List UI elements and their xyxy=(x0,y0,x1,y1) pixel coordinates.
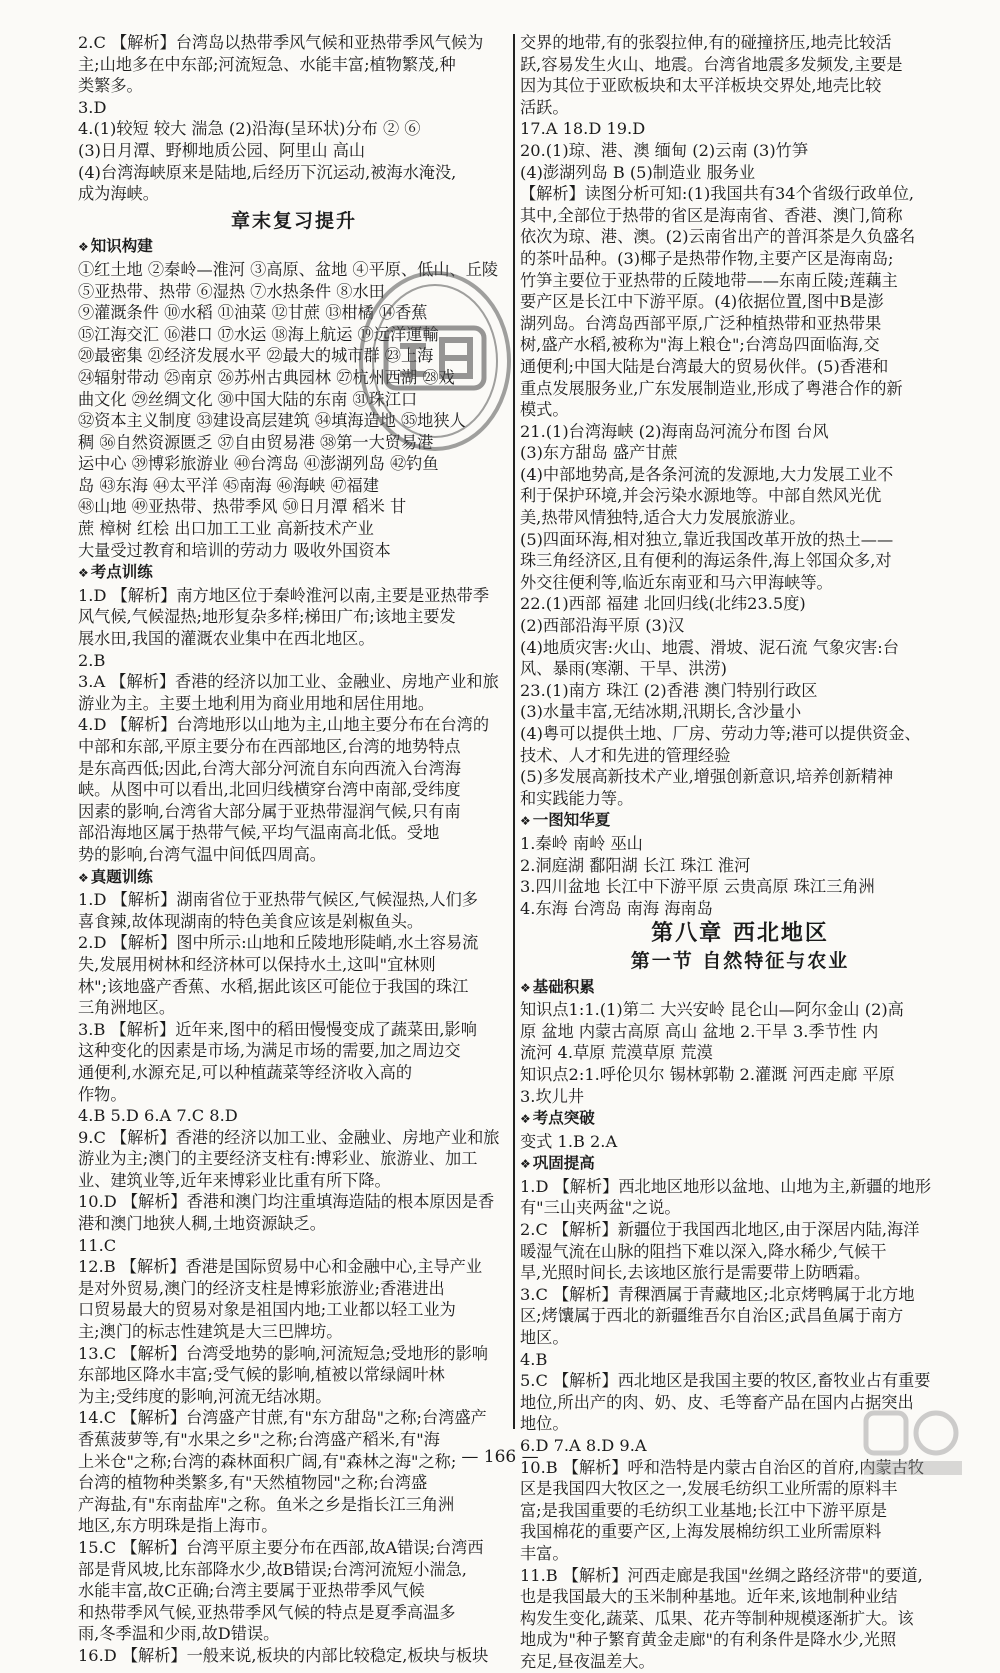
text-line: 主;山地多在中东部;河流短急、水能丰富;植物繁茂,种 xyxy=(78,54,456,74)
text-line: 香蕉菠萝等,有"水果之乡"之称;台湾盛产稻米,有"海 xyxy=(78,1430,440,1449)
text-line: 1.D 【解析】湖南省位于亚热带气候区,气候湿热,人们多 xyxy=(78,890,478,910)
text-line: 展水田,我国的灌溉农业集中在西北地区。 xyxy=(78,629,375,649)
text-line: 通便利;中国大陆是台湾最大的贸易伙伴。(5)香港和 xyxy=(520,356,889,376)
text-line: 是对外贸易,澳门的经济支柱是博彩旅游业;香港进出 xyxy=(78,1278,445,1298)
watermark-logo xyxy=(858,1405,968,1480)
text-line: 地位。 xyxy=(520,1414,569,1434)
text-line: 11.C xyxy=(78,1235,117,1255)
text-line: 区;烤馕属于西北的新疆维吾尔自治区;武昌鱼属于南方 xyxy=(520,1306,904,1326)
text-line: 利于保护环境,并会污染水源地等。中部自然风光优 xyxy=(520,486,882,506)
text-line: (3)水量丰富,无结冰期,汛期长,含沙量小 xyxy=(520,702,802,722)
text-line: 外交往便利等,临近东南亚和马六甲海峡等。 xyxy=(520,572,833,592)
text-line: 丰富。 xyxy=(520,1543,569,1563)
text-line: 【解析】读图分析可知:(1)我国共有34个省级行政单位, xyxy=(520,184,915,204)
text-line: 20.(1)琼、港、澳 缅甸 (2)云南 (3)竹笋 xyxy=(520,140,809,160)
text-line: 2.洞庭湖 鄱阳湖 长江 珠江 淮河 xyxy=(520,855,751,875)
text-line: 因素的影响,台湾省大部分属于亚热带湿润气候,只有南 xyxy=(78,801,461,821)
text-line: (4)粤可以提供土地、厂房、劳动力等;港可以提供资金、 xyxy=(520,724,921,743)
text-line: 为主;受纬度的影响,河流无结冰期。 xyxy=(78,1386,332,1406)
text-line: 部是背风坡,比东部降水少,故B错误;台湾河流短小湍急, xyxy=(78,1559,467,1579)
text-line: 东部地区降水丰富;受气候的影响,植被以常绿阔叶林 xyxy=(78,1365,445,1385)
text-line: 1.D 【解析】西北地区地形以盆地、山地为主,新疆的地形 xyxy=(520,1176,932,1196)
text-line: ⑮江海交汇 ⑯港口 ⑰水运 ⑱海上航运 ⑲远洋運輸 xyxy=(78,324,439,344)
text-line: 和实践能力等。 xyxy=(520,788,634,808)
text-line: ㉜资本主义制度 ㉝建设高层建筑 ㉞填海造地 ㉟地狭人 xyxy=(78,411,466,431)
text-line: 也是我国最大的玉米制种基地。近年来,该地制种业结 xyxy=(520,1587,898,1607)
text-line: 13.C 【解析】台湾受地势的影响,河流短急;受地形的影响 xyxy=(78,1343,488,1363)
text-line: 地区,东方明珠是指上海市。 xyxy=(78,1516,278,1536)
text-line: 业、建筑业等,近年来博彩业比重有所下降。 xyxy=(78,1170,391,1190)
text-line: ⑳最密集 ㉑经济发展水平 ㉒最大的城市群 ㉓上海 xyxy=(78,346,434,366)
subsection-label: ❖ 知识构建 xyxy=(78,236,510,259)
text-line: ⑨灌溉条件 ⑩水稻 ⑪油菜 ⑫甘蔗 ⑬柑橘 ⑭香蕉 xyxy=(78,303,428,323)
subsection-label: ❖ 一图知华夏 xyxy=(520,810,960,833)
stamp-logo xyxy=(356,266,514,456)
text-line: 2.C 【解析】新疆位于我国西北地区,由于深居内陆,海洋 xyxy=(520,1220,920,1240)
text-line: 有"三山夹两盆"之说。 xyxy=(520,1198,681,1218)
text-line: 曲文化 ㉙丝绸文化 ㉚中国大陆的东南 ㉛珠江口 xyxy=(78,389,418,409)
text-line: 4.B xyxy=(520,1349,548,1369)
text-line: 活跃。 xyxy=(520,97,569,117)
text-line: 知识点2:1.呼伦贝尔 锡林郭勒 2.灌溉 河西走廊 平原 xyxy=(520,1064,895,1084)
text-line: 失,发展用树林和经济林可以保持水土,这叫"宜林则 xyxy=(78,954,436,974)
text-line: 风、暴雨(寒潮、干旱、洪涝) xyxy=(520,659,727,679)
text-line: 主;澳门的标志性建筑是大三巴牌坊。 xyxy=(78,1322,343,1342)
text-line: 重点发展服务业,广东发展制造业,形成了粤港合作的新 xyxy=(520,378,903,398)
text-line: (3)东方甜岛 盛产甘蔗 xyxy=(520,443,678,463)
text-line: (4)台湾海峡原来是陆地,后经历下沉运动,被海水淹没, xyxy=(78,162,457,182)
text-line: 风气候,气候湿热;地形复杂多样;梯田广布;该地主要发 xyxy=(78,607,456,627)
text-line: 树,盛产水稻,被称为"海上粮仓";台湾岛四面临海,交 xyxy=(520,335,880,355)
section-heading: 第一节 自然特征与农业 xyxy=(630,949,850,972)
subsection-label: ❖ 巩固提高 xyxy=(520,1153,960,1176)
text-line: 这种变化的因素是市场,为满足市场的需要,加之周边交 xyxy=(78,1041,461,1061)
text-line: 原 盆地 内蒙古高原 高山 盆地 2.干旱 3.季节性 内 xyxy=(520,1021,879,1041)
column-divider xyxy=(513,34,515,1429)
text-line: 中部和东部,平原主要分布在西部地区,台湾的地势特点 xyxy=(78,737,461,756)
text-line: (5)多发展高新技术产业,增强创新意识,培养创新精神 xyxy=(520,767,894,787)
text-line: 地位,所出产的肉、奶、皮、毛等畜产品在国内占据突出 xyxy=(520,1392,914,1412)
text-line: 依次为琼、港、澳。(2)云南省出产的普洱茶是久负盛名 xyxy=(520,227,916,247)
text-line: 12.B 【解析】香港是国际贸易中心和金融中心,主导产业 xyxy=(78,1257,483,1277)
text-line: 台湾的植物种类繁多,有"天然植物园"之称;台湾盛 xyxy=(78,1473,428,1493)
text-line: 游业为主。主要土地利用为商业用地和居住用地。 xyxy=(78,693,435,713)
text-line: 15.C 【解析】台湾平原主要分布在西部,故A错误;台湾西 xyxy=(78,1537,484,1557)
text-line: 通便利,水源充足,可以种植蔬菜等经济收入高的 xyxy=(78,1062,413,1082)
text-line: 势的影响,台湾气温中间低四周高。 xyxy=(78,844,326,864)
text-line: 的茶叶品种。(3)椰子是热带作物,主要产区是海南岛; xyxy=(520,248,894,268)
text-line: 22.(1)西部 福建 北回归线(北纬23.5度) xyxy=(520,594,806,614)
subsection-label: ❖ 考点训练 xyxy=(78,562,510,585)
text-line: 三角洲地区。 xyxy=(78,998,176,1018)
text-line: 产海盐,有"东南盐库"之称。鱼米之乡是指长江三角洲 xyxy=(78,1494,455,1514)
text-line: 知识点1:1.(1)第二 大兴安岭 昆仑山—阿尔金山 (2)高 xyxy=(520,1000,904,1020)
text-line: ⑤亚热带、热带 ⑥湿热 ⑦水热条件 ⑧水田 xyxy=(78,281,385,301)
text-line: 1.秦岭 南岭 巫山 xyxy=(520,833,643,853)
text-line: 因为其位于亚欧板块和太平洋板块交界处,地壳比较 xyxy=(520,76,882,96)
subsection-label: ❖ 考点突破 xyxy=(520,1108,960,1131)
text-line: 湖列岛。台湾岛西部平原,广泛种植热带和亚热带果 xyxy=(520,313,882,333)
text-line: ㉔辐射带动 ㉕南京 ㉖苏州古典园林 ㉗杭州西湖 ㉘戏 xyxy=(78,367,455,387)
text-line: 1.D 【解析】南方地区位于秦岭淮河以南,主要是亚热带季 xyxy=(78,585,490,605)
text-line: 模式。 xyxy=(520,400,569,420)
text-line: 水能丰富,故C正确;台湾主要属于亚热带季风气候 xyxy=(78,1581,425,1601)
text-line: (3)日月潭、野柳地质公园、阿里山 高山 xyxy=(78,140,366,160)
text-line: 地区。 xyxy=(520,1328,569,1348)
text-line: 作物。 xyxy=(78,1084,127,1104)
text-line: 14.C 【解析】台湾盛产甘蔗,有"东方甜岛"之称;台湾盛产 xyxy=(78,1408,487,1428)
text-line: 流河 4.草原 荒漠草原 荒漠 xyxy=(520,1043,713,1063)
section-heading: 章末复习提升 xyxy=(230,209,357,232)
text-line: 3.C 【解析】青稞酒属于青藏地区;北京烤鸭属于北方地 xyxy=(520,1284,915,1304)
text-line: 林";该地盛产香蕉、水稻,据此该区可能位于我国的珠江 xyxy=(78,976,469,996)
text-line: 11.B 【解析】河西走廊是我国"丝绸之路经济带"的要道, xyxy=(520,1565,923,1585)
text-line: 成为海峡。 xyxy=(78,184,159,204)
text-line: 喜食辣,故体现湖南的特色美食应该是剁椒鱼头。 xyxy=(78,911,424,931)
text-line: 23.(1)南方 珠江 (2)香港 澳门特别行政区 xyxy=(520,680,818,700)
text-line: 其中,全部位于热带的省区是海南省、香港、澳门,简称 xyxy=(520,205,903,225)
text-line: 暖湿气流在山脉的阻挡下难以深入,降水稀少,气候干 xyxy=(520,1241,887,1261)
text-line: 旱,光照时间长,去该地区旅行是需要带上防晒霜。 xyxy=(520,1263,871,1283)
text-line: 3.D xyxy=(78,97,107,117)
text-line: 蔗 樟树 红桧 出口加工工业 高新技术产业 xyxy=(78,519,374,539)
text-line: 岛 ㊸东海 ㊹太平洋 ㊺南海 ㊻海峡 ㊼福建 xyxy=(78,475,379,495)
text-line: 大量受过教育和培训的劳动力 吸收外国资本 xyxy=(78,540,391,560)
text-line: 5.C 【解析】西北地区是我国主要的牧区,畜牧业占有重要 xyxy=(520,1371,931,1391)
text-line: 运中心 ㊴博彩旅游业 ㊵台湾岛 ㊶澎湖列岛 ㊷钓鱼 xyxy=(78,454,439,474)
text-line: 要产区是长江中下游平原。(4)依据位置,图中B是澎 xyxy=(520,292,884,312)
text-line: 跃,容易发生火山、地震。台湾省地震多发频发,主要是 xyxy=(520,54,903,74)
text-line: 类繁多。 xyxy=(78,76,143,96)
text-line: 构发生变化,蔬菜、瓜果、花卉等制种规模逐渐扩大。该 xyxy=(520,1608,914,1628)
text-line: 珠三角经济区,且有便利的海运条件,海上邻国众多,对 xyxy=(520,551,892,571)
text-line: 我国棉花的重要产区,上海发展棉纺织工业所需原料 xyxy=(520,1522,882,1542)
text-line: 4.东海 台湾岛 南海 海南岛 xyxy=(520,898,713,918)
text-line: 21.(1)台湾海峡 (2)海南岛河流分布图 台风 xyxy=(520,421,829,441)
text-line: 充足,昼夜温差大。 xyxy=(520,1651,655,1671)
text-line: 交界的地带,有的张裂拉伸,有的碰撞挤压,地壳比较活 xyxy=(520,33,892,52)
text-line: 竹笋主要位于亚热带的丘陵地带——东南丘陵;莲藕主 xyxy=(520,270,898,290)
text-line: 2.C 【解析】台湾岛以热带季风气候和亚热带季风气候为 xyxy=(78,33,484,52)
text-line: 技术、人才和先进的管理经验 xyxy=(520,745,731,765)
text-line: (4)中部地势高,是各条河流的发源地,大力发展工业不 xyxy=(520,464,894,484)
text-line: 10.B 【解析】呼和浩特是内蒙古自治区的首府,内蒙古牧 xyxy=(520,1457,925,1477)
text-line: 游业为主;澳门的主要经济支柱有:博彩业、旅游业、加工 xyxy=(78,1149,478,1169)
text-line: (4)地质灾害:火山、地震、滑坡、泥石流 气象灾害:台 xyxy=(520,637,899,657)
text-line: 10.D 【解析】香港和澳门均注重填海造陆的根本原因是香 xyxy=(78,1192,495,1212)
text-line: 16.D 【解析】一般来说,板块的内部比较稳定,板块与板块 xyxy=(78,1645,489,1665)
text-line: 17.A 18.D 19.D xyxy=(520,119,646,139)
text-line: 4.B 5.D 6.A 7.C 8.D xyxy=(78,1106,238,1126)
text-line: 6.D 7.A 8.D 9.A xyxy=(520,1436,647,1455)
text-line: 和热带季风气候,亚热带季风气候的特点是夏季高温多 xyxy=(78,1602,456,1622)
text-line: 港和澳门地狭人稠,土地资源缺乏。 xyxy=(78,1214,326,1234)
text-line: 3.A 【解析】香港的经济以加工业、金融业、房地产业和旅 xyxy=(78,672,499,692)
text-line: (2)西部沿海平原 (3)汉 xyxy=(520,616,685,636)
text-line: 口贸易最大的贸易对象是祖国内地;工业都以轻工业为 xyxy=(78,1300,456,1320)
text-line: 4.D 【解析】台湾地形以山地为主,山地主要分布在台湾的 xyxy=(78,715,490,735)
text-line: 区是我国四大牧区之一,发展毛纺织工业所需的原料丰 xyxy=(520,1479,898,1499)
text-line: 9.C 【解析】香港的经济以加工业、金融业、房地产业和旅 xyxy=(78,1127,500,1147)
text-line: 4.(1)较短 较大 湍急 (2)沿海(呈环状)分布 ② ⑥ xyxy=(78,119,421,139)
text-line: 变式 1.B 2.A xyxy=(520,1131,618,1151)
text-line: 3.B 【解析】近年来,图中的稻田慢慢变成了蔬菜田,影响 xyxy=(78,1019,477,1039)
text-line: 峡。从图中可以看出,北回归线横穿台湾中南部,受纬度 xyxy=(78,780,461,800)
text-line: 3.坎儿井 xyxy=(520,1086,585,1106)
text-line: (4)澎湖列岛 B (5)制造业 服务业 xyxy=(520,162,756,182)
text-line: 雨,冬季温和少雨,故D错误。 xyxy=(78,1624,280,1644)
page-number: — 166 — xyxy=(461,1447,539,1467)
text-line: 部沿海地区属于热带气候,平均气温南高北低。受地 xyxy=(78,823,440,843)
text-line: 2.D 【解析】图中所示:山地和丘陵地形陡峭,水土容易流 xyxy=(78,933,479,953)
text-line: ㊽山地 ㊾亚热带、热带季风 ㊿日月潭 稻米 甘 xyxy=(78,497,407,517)
text-line: 富;是我国重要的毛纺织工业基地;长江中下游平原是 xyxy=(520,1500,888,1520)
text-line: 2.B xyxy=(78,650,106,670)
chapter-heading: 第八章 西北地区 xyxy=(651,921,829,947)
text-line: 稠 ㊱自然资源匮乏 ㊲自由贸易港 ㊳第一大贸易港 xyxy=(78,432,434,452)
text-line: 3.四川盆地 长江中下游平原 云贵高原 珠江三角洲 xyxy=(520,877,875,897)
text-line: 美,热带风情独特,适合大力发展旅游业。 xyxy=(520,508,806,528)
text-line: ①红土地 ②秦岭—淮河 ③高原、盆地 ④平原、低山、丘陵 xyxy=(78,259,499,279)
subsection-label: ❖ 基础积累 xyxy=(520,977,960,1000)
text-line: 上米仓"之称;台湾的森林面积广阔,有"森林之海"之称; xyxy=(78,1451,457,1471)
subsection-label: ❖ 真题训练 xyxy=(78,867,510,890)
text-line: (5)四面环海,相对独立,靠近我国改革开放的热土—— xyxy=(520,529,894,549)
text-line: 是东高西低;因此,台湾大部分河流自东向西流入台湾海 xyxy=(78,758,461,778)
text-line: 地成为"种子繁育黄金走廊"的有利条件是降水少,光照 xyxy=(520,1630,897,1650)
